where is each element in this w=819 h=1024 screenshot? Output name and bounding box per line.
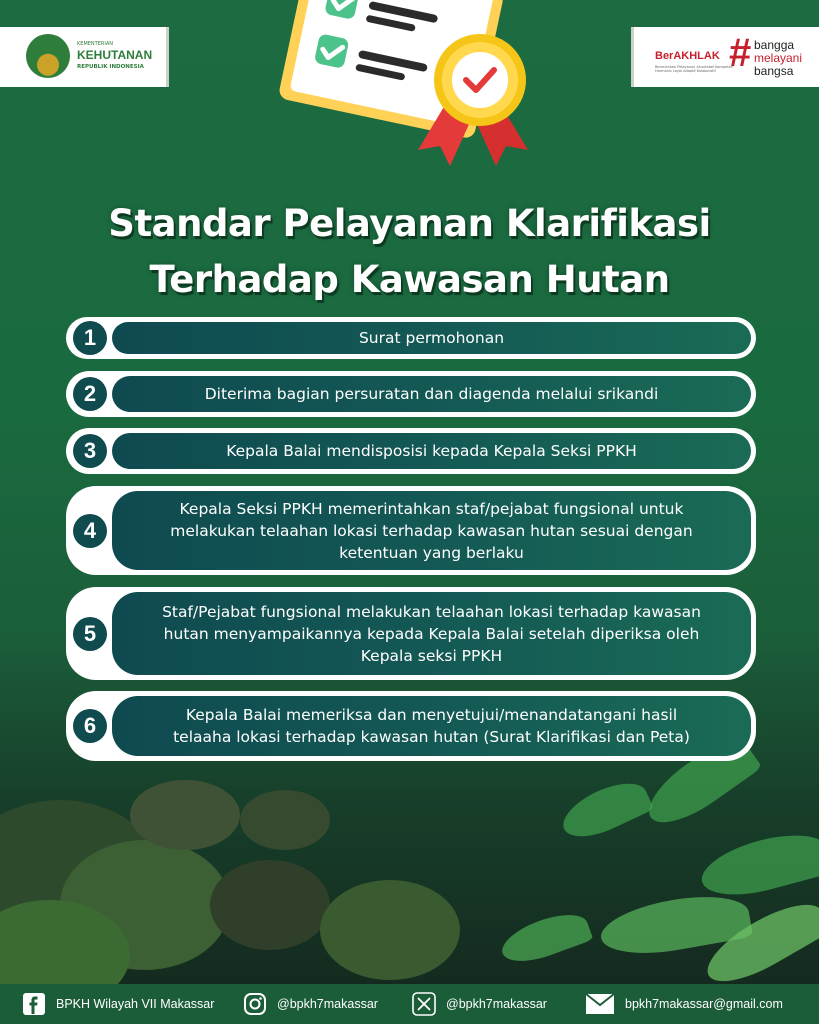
facebook-name: BPKH Wilayah VII Makassar bbox=[56, 997, 215, 1011]
step-5 bbox=[66, 587, 756, 680]
x-twitter-icon bbox=[412, 992, 436, 1016]
step-number: 3 bbox=[73, 434, 107, 468]
kehutanan-logo bbox=[0, 27, 169, 87]
footer-instagram[interactable] bbox=[243, 991, 378, 1017]
mail-icon bbox=[585, 992, 615, 1016]
step-text: Kepala Seksi PPKH memerintahkan staf/pejabat fungsional untuk melakukan telaahan lokasi terhadap kawasan hutan sesuai dengan ketentuan yang berlaku bbox=[112, 491, 751, 570]
footer-facebook[interactable] bbox=[22, 991, 214, 1017]
step-text: Surat permohonan bbox=[112, 322, 751, 354]
step-text: Staf/Pejabat fungsional melakukan telaahan lokasi terhadap kawasan hutan menyampaikannya kepada Kepala Balai setelah diperiksa oleh Kepala seksi PPKH bbox=[112, 592, 751, 675]
title-line-1: Standar Pelayanan Klarifikasi bbox=[108, 202, 711, 245]
berakhlak-logo bbox=[631, 27, 819, 87]
bangga-melayani-bangsa bbox=[754, 39, 802, 78]
step-text: Diterima bagian persuratan dan diagenda melalui srikandi bbox=[112, 376, 751, 412]
word-bangga: bangga bbox=[754, 38, 795, 52]
berakhlak-tagline: Berorientasi Pelayanan Akuntabel Kompeten Harmonis Loyal Adaptif Kolaboratif bbox=[655, 65, 733, 73]
footer bbox=[0, 984, 819, 1024]
logo-ministry-name: KEHUTANAN bbox=[77, 48, 153, 62]
step-2 bbox=[66, 371, 756, 417]
email-address: bpkh7makassar@gmail.com bbox=[625, 997, 783, 1011]
logo-ministry-country: REPUBLIK INDONESIA bbox=[77, 64, 144, 70]
clipboard-checklist-icon bbox=[258, 0, 558, 190]
page-title bbox=[0, 196, 819, 308]
footer-x[interactable] bbox=[412, 991, 547, 1017]
step-number: 4 bbox=[73, 514, 107, 548]
step-4 bbox=[66, 486, 756, 575]
step-number: 1 bbox=[73, 321, 107, 355]
x-handle: @bpkh7makassar bbox=[446, 997, 547, 1011]
berakhlak-wordmark: BerAKHLAK bbox=[655, 50, 720, 62]
instagram-icon bbox=[243, 992, 267, 1016]
footer-email[interactable] bbox=[585, 991, 783, 1017]
step-3 bbox=[66, 428, 756, 474]
step-text: Kepala Balai memeriksa dan menyetujui/menandatangani hasil telaaha lokasi terhadap kawasan hutan (Surat Klarifikasi dan Peta) bbox=[112, 696, 751, 756]
step-1 bbox=[66, 317, 756, 359]
facebook-icon bbox=[22, 992, 46, 1016]
instagram-handle: @bpkh7makassar bbox=[277, 997, 378, 1011]
step-number: 6 bbox=[73, 709, 107, 743]
step-6 bbox=[66, 691, 756, 761]
step-number: 2 bbox=[73, 377, 107, 411]
step-text: Kepala Balai mendisposisi kepada Kepala Seksi PPKH bbox=[112, 433, 751, 469]
word-melayani: melayani bbox=[754, 51, 803, 65]
title-line-2: Terhadap Kawasan Hutan bbox=[149, 258, 670, 301]
kehutanan-emblem-icon bbox=[26, 34, 70, 78]
step-number: 5 bbox=[73, 617, 107, 651]
hashtag-icon: # bbox=[729, 31, 752, 75]
logo-ministry-label: KEMENTERIAN bbox=[77, 41, 113, 47]
word-bangsa: bangsa bbox=[754, 64, 794, 78]
